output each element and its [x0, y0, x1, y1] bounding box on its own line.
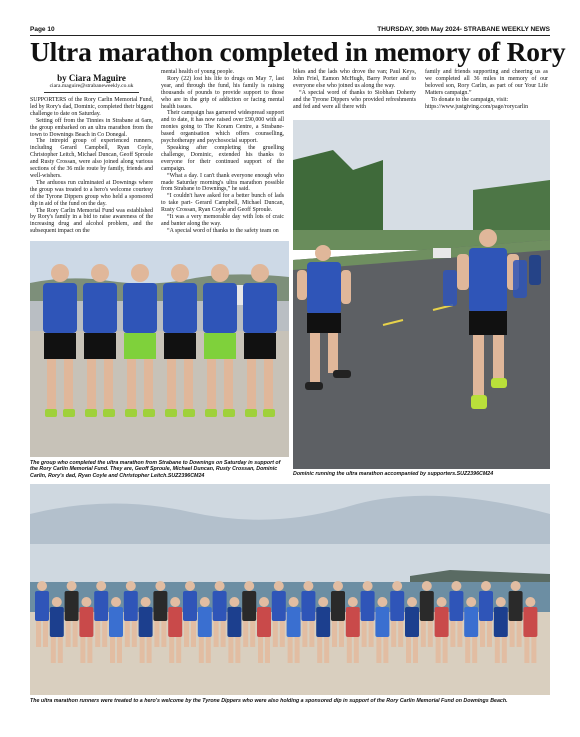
page-number: Page 10 [30, 26, 55, 33]
group-photo [30, 241, 289, 457]
issue-date-masthead: THURSDAY, 30th May 2024- STRABANE WEEKLY NEWS [377, 26, 550, 33]
paragraph: “A special word of thanks to the safety team on [167, 227, 279, 234]
paragraph: The intrepid group of experienced runners, including Gerard Campbell, Ryan Coyle, Christopher Leitch, Michael Duncan, Geoff Sproule and Rusty Crossan, were also joined along various sections of the 36 mile route by family, friends and well-wishers. [30, 138, 153, 179]
paragraph: family and friends supporting and cheering us as we completed all 36 miles in memory of our beloved son, Rory Carlin, as part of our Your Life Matters campaign.” [425, 69, 548, 96]
paragraph: “I couldn't have asked for a better bunch of lads to take part- Gerard Campbell, Michael Duncan, Rusty Crossan, Ryan Coyle and Geoff Sproule. [161, 193, 284, 214]
dominic-photo-caption: Dominic running the ultra marathon accompanied by supporters.SUZ2396CM24 [293, 471, 494, 477]
author-email[interactable]: ciara.maguire@strabaneweekly.co.uk [44, 83, 139, 93]
paragraph: Rory (22) lost his life to drugs on May 7, last year, and through the fund, his family is raising thousands of pounds to provide support to those who are in the grip of addiction or facing mental health issues. [161, 75, 284, 110]
paragraph: “A special word of thanks to Siobhan Doherty and the Tyrone Dippers who provided refreshments and fed and were all there with [293, 89, 416, 110]
group-photo-caption: The group who completed the ultra marathon from Strabane to Downings on Saturday in support of the Rory Carlin Memorial Fund. They are, Geoff Sproule, Michael Duncan, Rusty Crossan, Dominic Carlin, Rory's dad, Ryan Coyle and Christopher Leitch.SUZ2396CM24 [30, 460, 281, 479]
beach-photo [30, 484, 550, 695]
paragraph: SUPPORTERS of the Rory Carlin Memorial Fund, led by Rory's dad, Dominic, completed their biggest challenge to date on Saturday. [30, 97, 153, 117]
paragraph: To donate to the campaign, visit: [431, 96, 509, 103]
paragraph: “What a day. I can't thank everyone enough who made Saturday morning's ultra marathon possible from Strabane to Downings,” he said. [161, 172, 284, 193]
dominic-running-photo [293, 120, 550, 469]
article-column-1 [30, 69, 153, 235]
paragraph: The Rory Carlin Memorial Fund was established by Rory's family in a bid to raise awareness of the increasing drug and alcohol problem, and the subsequent impact on the [30, 207, 153, 235]
paragraph: The arduous run culminated at Downings where the group was treated to a hero's welcome courtesy of the Tyrone Dippers group who held a sponsored dip in aid of the fund on the day. [30, 179, 153, 207]
paragraph: mental health of young people. [161, 69, 235, 75]
paragraph: Their campaign has garnered widespread support and to date, it has now raised over £90,000 with all monies going to The Koram Centre, a Strabane-based organisation which offers counselling, psychotherapy and psychosocial support. [161, 110, 284, 145]
byline: by Ciara Maguire [57, 73, 126, 83]
donation-link[interactable]: https://www.justgiving.com/page/rorycarlin [425, 103, 529, 110]
paragraph: Speaking after completing the gruelling challenge, Dominic, extended his thanks to everyone for their continued support of the campaign. [161, 144, 284, 172]
paragraph: bikes and the lads who drove the van; Paul Keys, John Friel, Eamon McHugh, Barry Porter and to everyone else who joined us along the way. [293, 69, 416, 89]
article-column-2 [161, 69, 284, 235]
paragraph: Setting off from the Tinnies in Strabane at 6am, the group embarked on an ultra marathon from the town to Downings Beach in Co Donegal. [30, 117, 153, 138]
article-column-3 [293, 69, 416, 110]
article-column-4 [425, 69, 548, 110]
headline: Ultra marathon completed in memory of Rory [30, 36, 566, 67]
paragraph: “It was a very memorable day with lots of craic and banter along the way. [161, 214, 284, 227]
beach-photo-caption: The ultra marathon runners were treated to a hero's welcome by the Tyrone Dippers who were also holding a sponsored dip in support of the Rory Carlin Memorial Fund on Downings Beach. [30, 698, 508, 704]
